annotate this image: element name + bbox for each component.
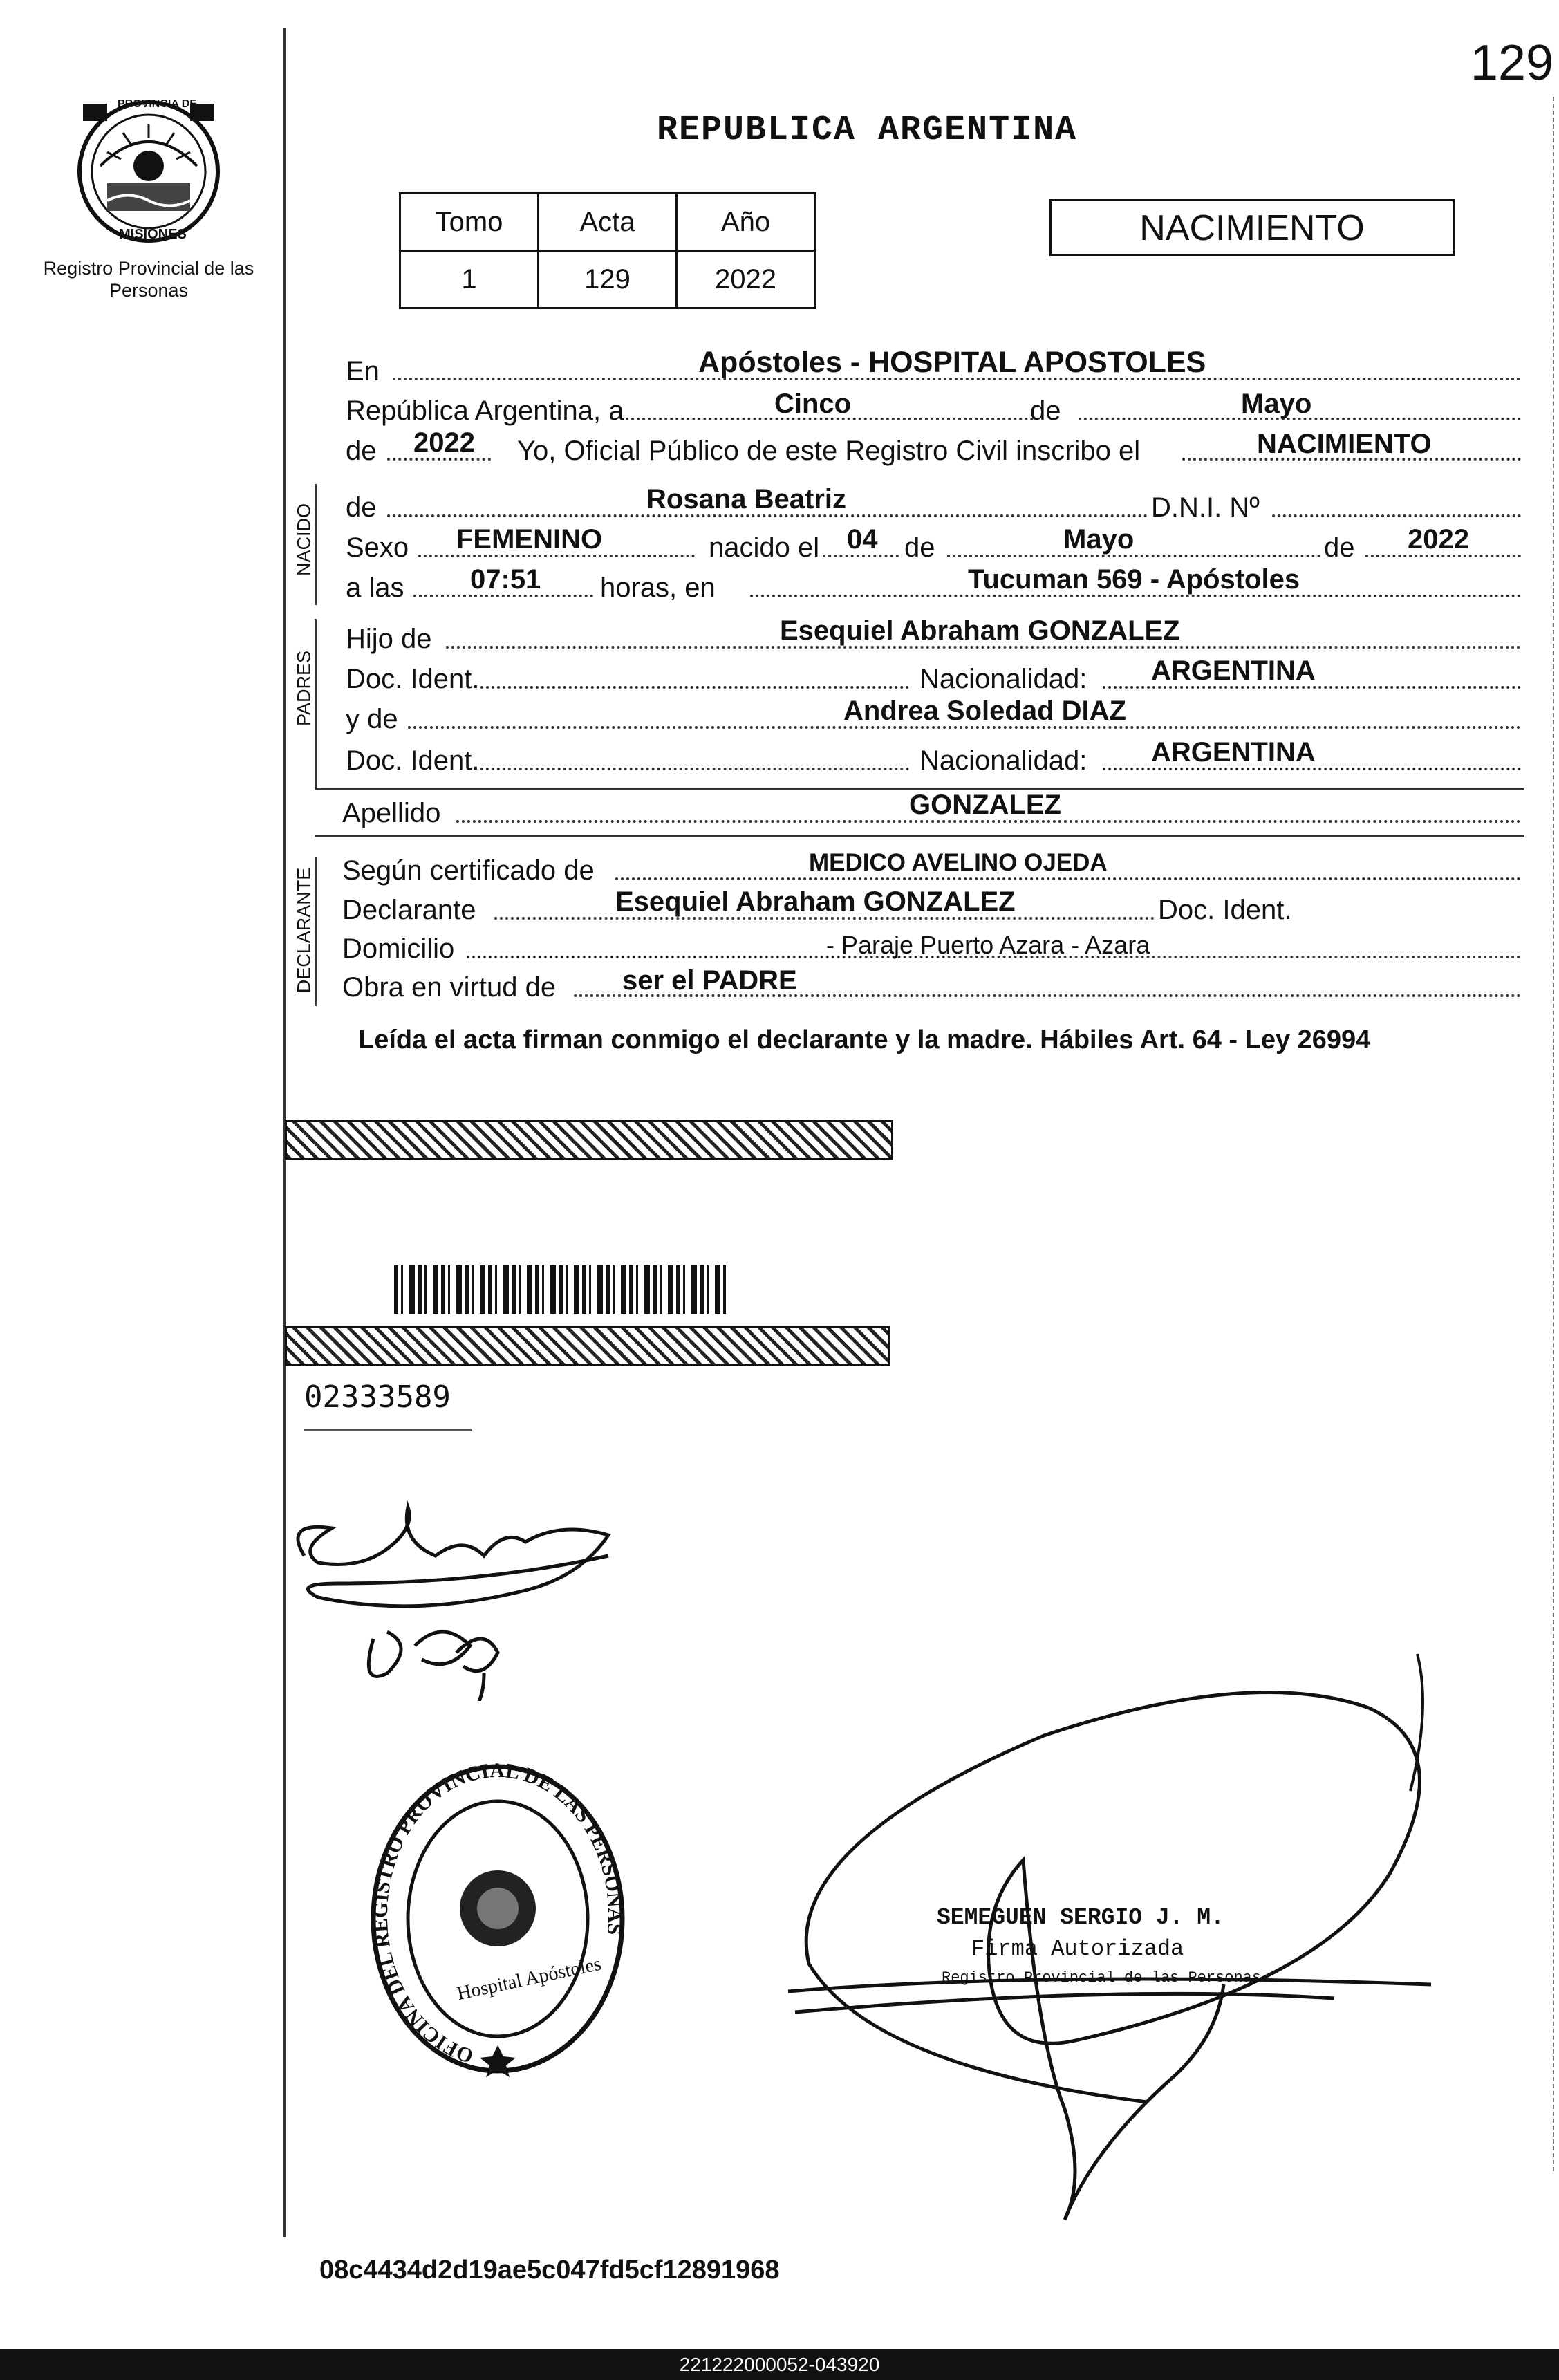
nacido-el-label: nacido el xyxy=(709,532,820,563)
footer-code: 221222000052-043920 xyxy=(0,2349,1559,2380)
nacido-name: Rosana Beatriz xyxy=(646,484,846,514)
record-year: 2022 xyxy=(413,427,475,458)
nacido-birth-month: Mayo xyxy=(1063,524,1135,555)
declarante-name: Esequiel Abraham GONZALEZ xyxy=(615,886,1016,917)
de-label: de xyxy=(1324,532,1355,563)
seal-top-text: PROVINCIA DE xyxy=(118,98,197,110)
tomo-acta-anio-table xyxy=(399,192,816,309)
father-name: Esequiel Abraham GONZALEZ xyxy=(780,615,1180,646)
signer-name: SEMEGUEN SERGIO J. M. xyxy=(937,1905,1224,1931)
domicilio-label: Domicilio xyxy=(342,933,455,964)
domicilio-value: - Paraje Puerto Azara - Azara xyxy=(826,931,1150,959)
registry-name: Registro Provincial de las Personas xyxy=(43,258,254,301)
closing-text: Leída el acta firman conmigo el declarante y la madre. Hábiles Art. 64 - Ley 26994 xyxy=(358,1025,1371,1054)
table-header-acta: Acta xyxy=(539,194,677,251)
apellido-label: Apellido xyxy=(342,798,441,828)
dni-label: D.N.I. Nº xyxy=(1151,492,1260,523)
padres-section-label: PADRES xyxy=(293,650,315,727)
table-value-acta: 129 xyxy=(539,251,677,308)
cert-label: Según certificado de xyxy=(342,855,595,886)
sticker-serial: 02333589 xyxy=(304,1379,472,1431)
page-number: 129 xyxy=(1470,35,1553,91)
stamp-inner-text: Hospital Apóstoles xyxy=(455,1953,604,2005)
dotted-line xyxy=(1272,509,1521,517)
nacido-birth-year: 2022 xyxy=(1408,524,1469,555)
record-place: Apóstoles - HOSPITAL APOSTOLES xyxy=(698,346,1206,379)
declarante-signature xyxy=(277,1480,664,1701)
de-label: de xyxy=(346,436,377,466)
dotted-line xyxy=(480,762,909,770)
seal-bottom-text: MISIONES xyxy=(119,227,187,242)
de-label: de xyxy=(346,492,377,523)
nacionalidad-label: Nacionalidad: xyxy=(919,664,1087,694)
act-type-box: NACIMIENTO xyxy=(1049,199,1455,256)
dotted-line xyxy=(480,680,909,689)
stamp-ring-text: OFICINA DEL REGISTRO PROVINCIAL DE LAS PERSONAS xyxy=(368,1763,627,2068)
country-title: REPUBLICA ARGENTINA xyxy=(657,111,1078,150)
section-divider xyxy=(315,835,1524,837)
table-header-tomo: Tomo xyxy=(400,194,539,251)
en-label: En xyxy=(346,356,380,387)
mother-name: Andrea Soledad DIAZ xyxy=(843,696,1126,726)
right-edge-line xyxy=(1553,97,1556,2171)
republica-label: República Argentina, a xyxy=(346,396,624,426)
record-inscribe-type: NACIMIENTO xyxy=(1257,429,1432,459)
doc-ident-label: Doc. Ident. xyxy=(1158,895,1292,925)
nacido-section-label: NACIDO xyxy=(293,503,315,577)
obra-value: ser el PADRE xyxy=(622,965,797,996)
nacido-time: 07:51 xyxy=(470,564,541,595)
signer-role: Firma Autorizada xyxy=(971,1936,1184,1962)
nacido-birth-day: 04 xyxy=(847,524,878,555)
hijo-de-label: Hijo de xyxy=(346,624,432,654)
cert-value: MEDICO AVELINO OJEDA xyxy=(809,849,1108,876)
doc-ident-label: Doc. Ident. xyxy=(346,664,480,694)
de-label: de xyxy=(1030,396,1061,426)
security-band-top xyxy=(285,1120,893,1160)
y-de-label: y de xyxy=(346,704,398,734)
father-nationality: ARGENTINA xyxy=(1151,656,1316,686)
obra-label: Obra en virtud de xyxy=(342,972,557,1003)
a-las-label: a las xyxy=(346,573,404,603)
declarante-section-label: DECLARANTE xyxy=(293,867,315,994)
doc-ident-label: Doc. Ident. xyxy=(346,745,480,776)
nacionalidad-label: Nacionalidad: xyxy=(919,745,1087,776)
record-day-words: Cinco xyxy=(774,389,852,419)
table-value-anio: 2022 xyxy=(677,251,815,308)
horas-label: horas, en xyxy=(600,573,716,603)
security-band-bottom xyxy=(285,1326,890,1366)
barcode xyxy=(394,1265,726,1314)
nacido-birth-place: Tucuman 569 - Apóstoles xyxy=(968,564,1300,595)
apellido-value: GONZALEZ xyxy=(909,790,1061,820)
de-label: de xyxy=(904,532,935,563)
declarante-label: Declarante xyxy=(342,895,476,925)
record-month: Mayo xyxy=(1241,389,1312,419)
signer-org: Registro Provincial de las Personas xyxy=(942,1969,1262,1987)
table-header-anio: Año xyxy=(677,194,815,251)
seal-emblem-icon xyxy=(69,90,228,249)
misiones-seal-logo xyxy=(69,90,228,252)
table-value-tomo: 1 xyxy=(400,251,539,308)
sexo-label: Sexo xyxy=(346,532,409,563)
document-hash: 08c4434d2d19ae5c047fd5cf12891968 xyxy=(319,2256,780,2285)
nacido-sexo: FEMENINO xyxy=(456,524,603,555)
office-stamp xyxy=(366,1763,629,2081)
mother-nationality: ARGENTINA xyxy=(1151,737,1316,768)
oficial-text: Yo, Oficial Público de este Registro Civil inscribo el xyxy=(517,436,1141,466)
